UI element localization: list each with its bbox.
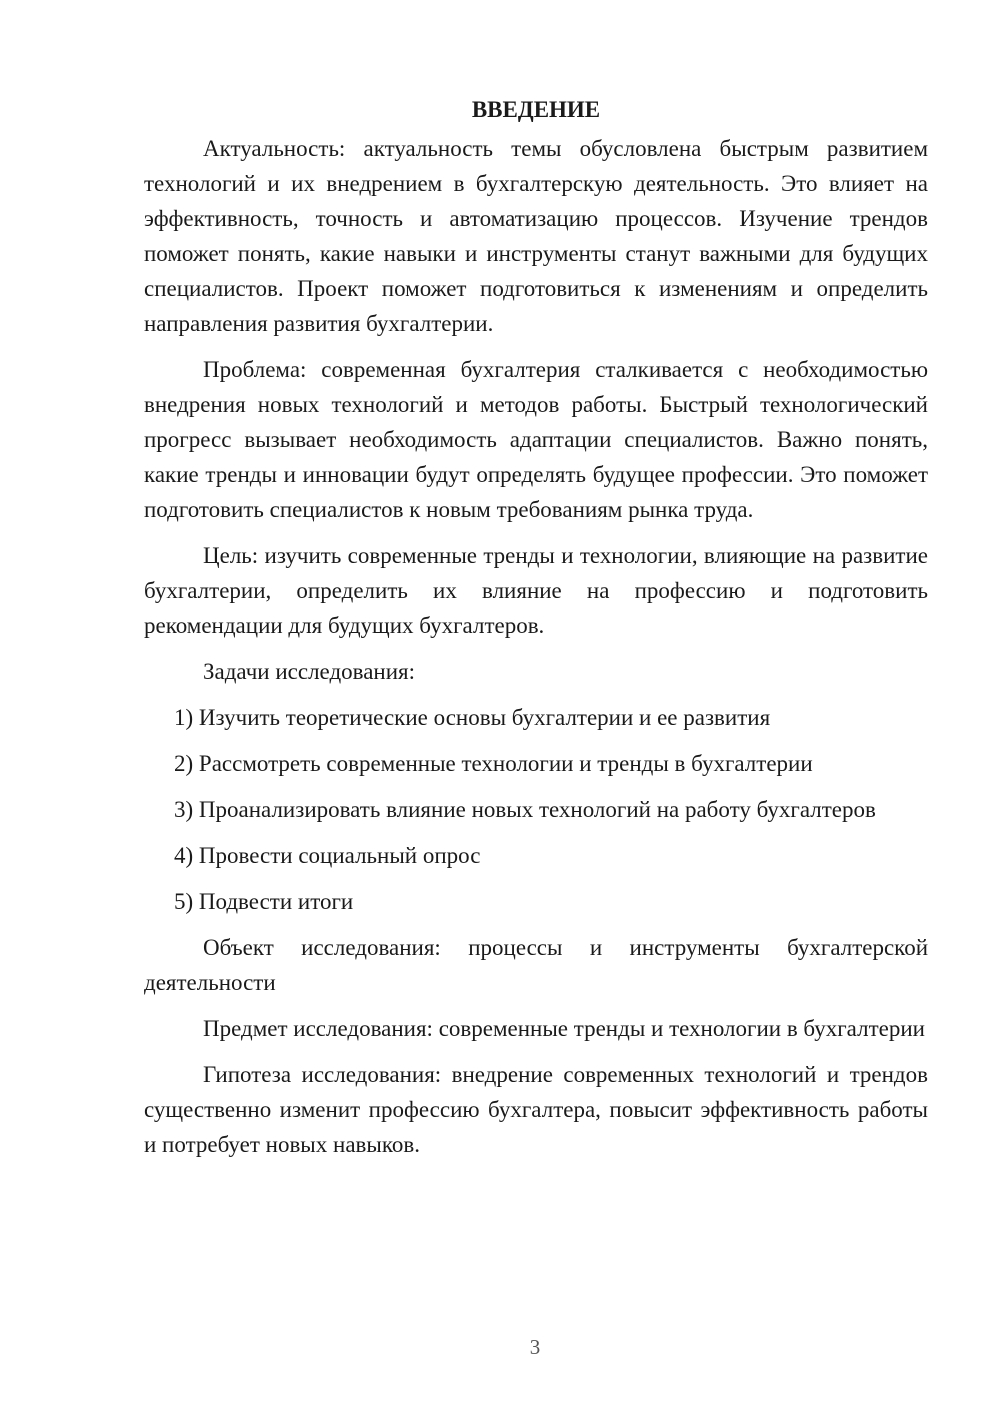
task-item-5: 5) Подвести итоги bbox=[174, 889, 354, 914]
goal-paragraph: Цель: изучить современные тренды и технологии, влияющие на развитие бухгалтерии, определить их влияние на профессию и подготовить рекомендации для будущих бухгалтеров. bbox=[144, 543, 928, 638]
subject-paragraph: Предмет исследования: современные тренды и технологии в бухгалтерии bbox=[203, 1016, 925, 1041]
task-item-2: 2) Рассмотреть современные технологии и тренды в бухгалтерии bbox=[174, 751, 813, 776]
problem-paragraph: Проблема: современная бухгалтерия сталкивается с необходимостью внедрения новых технологий и методов работы. Быстрый технологический прогресс вызывает необходимость адаптации специалистов. Важно понять, какие тренды и инновации будут определять будущее профессии. Это поможет подготовить специалистов к новым требованиям рынка труда. bbox=[144, 357, 928, 522]
object-paragraph: Объект исследования: процессы и инструменты бухгалтерской деятельности bbox=[144, 935, 928, 995]
page-number: 3 bbox=[529, 1335, 541, 1359]
task-item-3: 3) Проанализировать влияние новых технологий на работу бухгалтеров bbox=[174, 797, 876, 822]
hypothesis-paragraph: Гипотеза исследования: внедрение современных технологий и трендов существенно изменит профессию бухгалтера, повысит эффективность работы и потребует новых навыков. bbox=[144, 1062, 928, 1157]
tasks-heading: Задачи исследования: bbox=[203, 659, 416, 684]
relevance-paragraph: Актуальность: актуальность темы обусловлена быстрым развитием технологий и их внедрением в бухгалтерскую деятельность. Это влияет на эффективность, точность и автоматизацию процессов. Изучение трендов поможет понять, какие навыки и инструменты станут важными для будущих специалистов. Проект поможет подготовиться к изменениям и определить направления развития бухгалтерии. bbox=[144, 136, 928, 336]
section-title: ВВЕДЕНИЕ bbox=[471, 97, 601, 122]
task-item-1: 1) Изучить теоретические основы бухгалтерии и ее развития bbox=[174, 705, 771, 730]
task-item-4: 4) Провести социальный опрос bbox=[174, 843, 481, 868]
document-page bbox=[144, 92, 928, 1162]
